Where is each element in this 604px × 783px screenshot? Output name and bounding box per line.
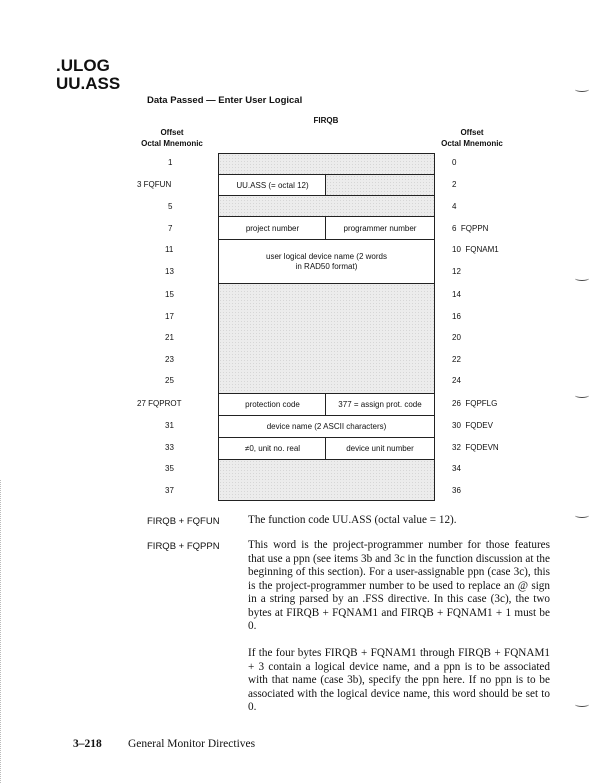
margin-mark [575,87,589,92]
device-name-text: device name (2 ASCII characters) [266,422,387,431]
left-offset-label: 7 [168,224,173,233]
scan-edge [0,480,3,783]
left-offset-label: 35 [165,464,174,473]
right-offset-label: 4 [452,202,457,211]
words-offset-14-to-24 [218,283,435,395]
protection-code-text: protection code [245,400,300,409]
desc-text-fqfun: The function code UU.ASS (octal value = 12). [248,514,457,526]
left-offset-label: 37 [165,486,174,495]
fqfun-value-text: UU.ASS (= octal 12) [236,180,309,190]
cell-device-unit-number [325,437,435,461]
right-offset-label: 6 FQPPN [452,224,489,233]
logical-name-line2: in RAD50 format) [295,262,358,271]
left-offset-label: 25 [165,376,174,385]
right-offset-label: 2 [452,180,457,189]
unit-real-text: ≠0, unit no. real [244,444,301,453]
words-offset-34-to-36 [218,459,435,501]
left-column-header [137,127,207,149]
diagram-title: FIRQB [313,116,339,125]
right-header-offset: Offset [460,128,484,137]
word-offset-0 [218,153,435,176]
right-column-header [434,127,510,149]
cell-fqfun-high [218,174,327,197]
device-unit-number-text: device unit number [346,444,414,453]
right-offset-label: 34 [452,464,461,473]
desc-label-fqfun: FIRQB + FQFUN [147,516,220,527]
word-offset-4 [218,195,435,218]
right-offset-label: 22 [452,355,461,364]
right-offset-label: 26 FQPFLG [452,399,498,408]
right-offset-label: 32 FQDEVN [452,443,499,452]
cell-fqfun-low [325,174,435,197]
desc-text-fqppn-para2: If the four bytes FIRQB + FQNAM1 through FIRQB + FQNAM1 + 3 contain a logical device name, and a ppn is to be associated with that name (case 3b), specify the ppn here. If no ppn is to be associated with the logical device name, this word should be set to 0. [248,647,550,713]
section-subtitle: Data Passed — Enter User Logical [147,95,303,106]
left-offset-label: 21 [165,333,174,342]
right-offset-label: 0 [452,158,457,167]
right-header-octal-mnemonic: Octal Mnemonic [441,139,503,148]
right-offset-label: 12 [452,267,461,276]
right-offset-label: 16 [452,312,461,321]
left-offset-label: 5 [168,202,173,211]
cell-project-number [218,216,327,241]
project-number-text: project number [245,223,300,233]
margin-mark [575,513,589,518]
desc-label-fqppn: FIRQB + FQPPN [147,541,220,552]
left-offset-label: 27 FQPROT [137,399,182,408]
desc-text-fqppn-para1: This word is the project-programmer number for those features that use a ppn (see items 3b and 3c in the function discussion at the beginning of this section). For a user-assignable ppn (case 3c), this is the project-programmer number to be used to replace an @ sign in a string parsed by an .FSS directive. In this case (3c), the two bytes at FIRQB + FQNAM1 and FIRQB + FQNAM1 + 1 must be 0. [248,539,550,632]
directive-name: .ULOG [56,56,110,75]
right-offset-label: 36 [452,486,461,495]
right-offset-label: 20 [452,333,461,342]
margin-mark [575,702,589,707]
left-header-octal-mnemonic: Octal Mnemonic [141,139,203,148]
cell-unit-real [218,437,327,461]
programmer-number-text: programmer number [343,223,417,233]
right-offset-label: 30 FQDEV [452,421,493,430]
page-number: 3–218 [73,738,102,750]
left-offset-label: 17 [165,312,174,321]
assign-prot-code-text: 377 = assign prot. code [338,400,422,409]
left-header-offset: Offset [160,128,184,137]
cell-programmer-number [325,216,435,241]
left-offset-label: 3 FQFUN [137,180,172,189]
left-offset-label: 33 [165,443,174,452]
left-offset-label: 23 [165,355,174,364]
margin-mark [575,276,589,281]
cell-logical-device-name [218,239,435,285]
right-offset-label: 10 FQNAM1 [452,245,499,254]
left-offset-label: 1 [168,158,173,167]
cell-protection-code [218,393,327,417]
right-offset-label: 14 [452,290,461,299]
left-offset-label: 11 [165,245,174,254]
right-offset-label: 24 [452,376,461,385]
cell-assign-prot-code [325,393,435,417]
running-footer-title: General Monitor Directives [128,738,256,750]
cell-device-name [218,415,435,439]
logical-name-line1: user logical device name (2 words [266,252,387,261]
left-offset-label: 15 [165,290,174,299]
function-code-name: UU.ASS [56,74,121,93]
margin-mark [575,393,589,398]
left-offset-label: 13 [165,267,174,276]
left-offset-label: 31 [165,421,174,430]
